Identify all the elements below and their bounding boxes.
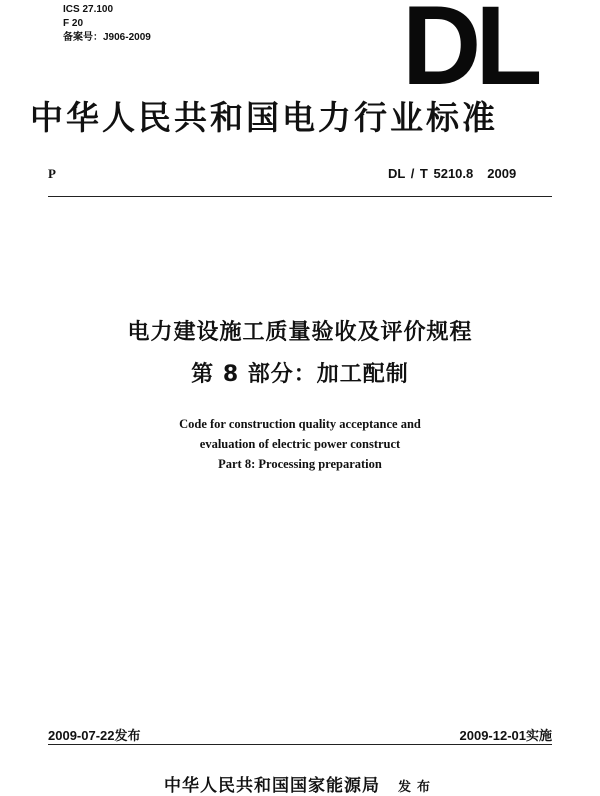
ics-code: ICS 27.100	[63, 4, 114, 15]
implementation-date: 2009-12-01实施	[459, 728, 552, 743]
chinese-title-line-1: 电力建设施工质量验收及评价规程	[127, 320, 473, 345]
ccs-code: F 20	[63, 18, 84, 29]
standard-banner-title: 中华人民共和国电力行业标准	[30, 98, 498, 137]
authority-name: 中华人民共和国国家能源局	[163, 776, 380, 796]
issue-action: 发布	[397, 780, 436, 795]
english-title-line-2: evaluation of electric power construct	[199, 437, 401, 451]
standard-year: 2009	[487, 166, 517, 181]
top-divider	[48, 196, 552, 197]
english-title-line-1: Code for construction quality acceptance and	[179, 417, 421, 431]
issue-date: 2009-07-22发布	[48, 728, 141, 743]
issuing-authority	[0, 771, 600, 796]
standard-code: DL / T 5210.8	[388, 166, 474, 181]
english-title-line-3: Part 8: Processing preparation	[218, 457, 382, 471]
standard-number	[388, 166, 516, 181]
chinese-title-line-2: 第 8 部分：加工配制	[191, 362, 409, 387]
record-number: 备案号：J906-2009	[63, 32, 151, 43]
dl-logo: DL	[402, 0, 537, 108]
standard-category: P	[48, 166, 56, 181]
bottom-divider	[48, 744, 552, 745]
